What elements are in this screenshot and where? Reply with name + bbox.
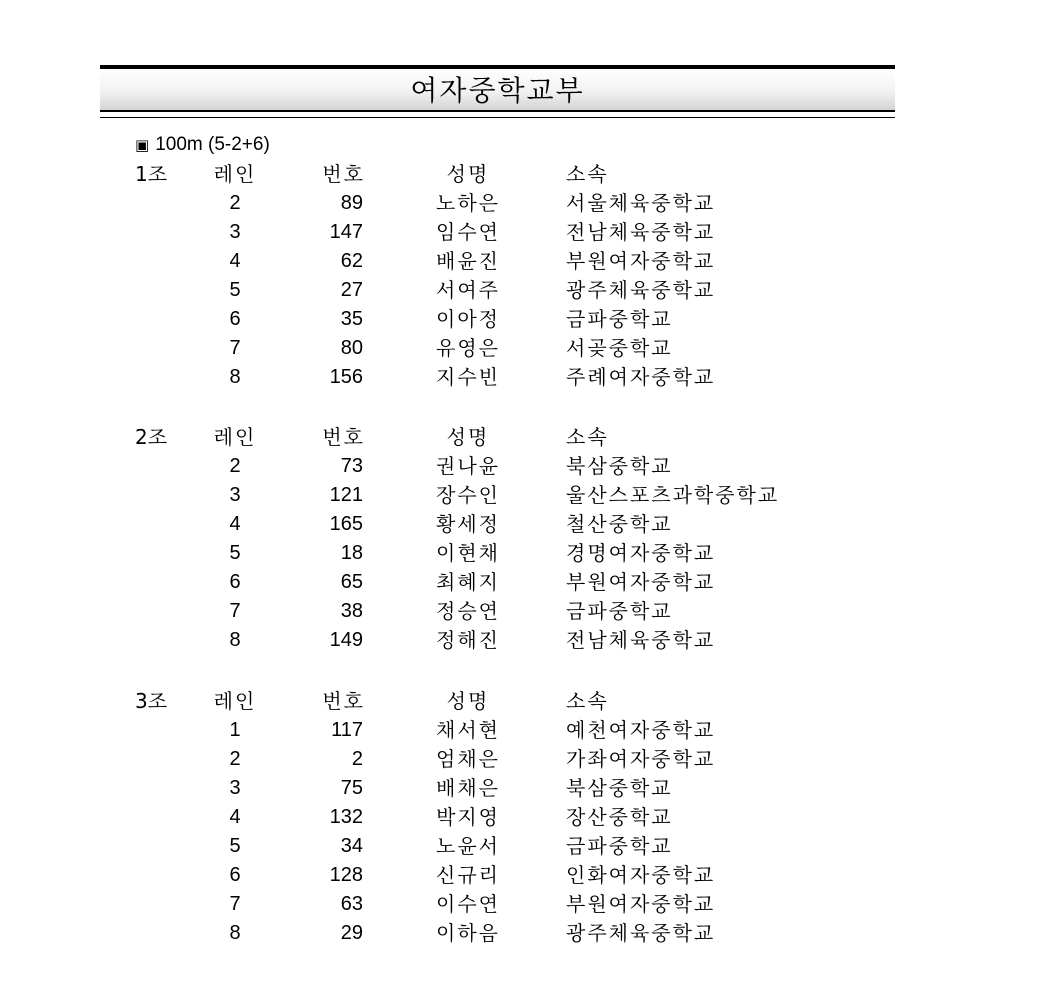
lane-cell: 4 — [229, 513, 241, 535]
group-label: 3조 — [135, 689, 168, 713]
number-cell: 34 — [340, 835, 363, 857]
table-row — [0, 890, 1056, 919]
lane-cell: 4 — [229, 806, 241, 828]
lane-cell: 6 — [229, 308, 241, 330]
name-column-header: 성명 — [446, 162, 490, 186]
table-row — [0, 919, 1056, 948]
lane-cell: 8 — [229, 366, 241, 388]
name-cell: 신규리 — [436, 863, 500, 887]
number-cell: 65 — [340, 571, 363, 593]
number-cell: 156 — [329, 366, 363, 388]
name-cell: 정해진 — [436, 628, 500, 652]
header-divider — [100, 117, 895, 118]
number-column-header: 번호 — [322, 425, 365, 449]
lane-cell: 2 — [229, 748, 241, 770]
table-row — [0, 626, 1056, 655]
name-column-header: 성명 — [446, 689, 490, 713]
name-cell: 배윤진 — [436, 249, 500, 273]
team-cell: 북삼중학교 — [566, 454, 673, 478]
name-cell: 이하음 — [436, 921, 500, 945]
table-row — [0, 803, 1056, 832]
name-cell: 장수인 — [436, 483, 500, 507]
number-cell: 2 — [351, 748, 363, 770]
name-cell: 이수연 — [436, 892, 500, 916]
team-cell: 서울체육중학교 — [566, 191, 716, 215]
name-cell: 황세정 — [436, 512, 500, 536]
team-cell: 금파중학교 — [566, 307, 673, 331]
team-cell: 인화여자중학교 — [566, 863, 716, 887]
table-row — [0, 189, 1056, 218]
event-label: 100m (5-2+6) — [155, 134, 270, 155]
group-header-row — [0, 687, 1056, 716]
table-row — [0, 539, 1056, 568]
team-cell: 금파중학교 — [566, 599, 673, 623]
lane-cell: 3 — [229, 484, 241, 506]
team-column-header: 소속 — [566, 689, 609, 713]
lane-column-header: 레인 — [213, 425, 257, 449]
team-cell: 철산중학교 — [566, 512, 673, 536]
table-row — [0, 334, 1056, 363]
number-cell: 128 — [329, 864, 363, 886]
number-cell: 80 — [340, 337, 363, 359]
name-cell: 노윤서 — [436, 834, 500, 858]
table-row — [0, 774, 1056, 803]
lane-cell: 1 — [229, 719, 241, 741]
name-cell: 임수연 — [436, 220, 500, 244]
group-label: 1조 — [135, 162, 168, 186]
group-header-row — [0, 160, 1056, 189]
number-cell: 38 — [340, 600, 363, 622]
number-cell: 29 — [340, 922, 363, 944]
team-cell: 가좌여자중학교 — [566, 747, 716, 771]
table-row — [0, 452, 1056, 481]
lane-cell: 7 — [229, 600, 241, 622]
lane-cell: 2 — [229, 455, 241, 477]
team-cell: 금파중학교 — [566, 834, 673, 858]
table-row — [0, 305, 1056, 334]
team-column-header: 소속 — [566, 425, 609, 449]
table-row — [0, 861, 1056, 890]
number-cell: 165 — [329, 513, 363, 535]
table-row — [0, 832, 1056, 861]
number-column-header: 번호 — [322, 689, 365, 713]
team-cell: 광주체육중학교 — [566, 278, 716, 302]
page-title: 여자중학교부 — [410, 74, 585, 107]
table-row — [0, 363, 1056, 392]
lane-cell: 8 — [229, 629, 241, 651]
team-cell: 북삼중학교 — [566, 776, 673, 800]
name-cell: 이아정 — [436, 307, 500, 331]
name-cell: 배채은 — [436, 776, 500, 800]
team-cell: 장산중학교 — [566, 805, 673, 829]
name-cell: 유영은 — [436, 336, 500, 360]
number-cell: 35 — [340, 308, 363, 330]
lane-cell: 4 — [229, 250, 241, 272]
team-cell: 광주체육중학교 — [566, 921, 716, 945]
table-row — [0, 247, 1056, 276]
name-cell: 최혜지 — [436, 570, 500, 594]
lane-cell: 2 — [229, 192, 241, 214]
number-cell: 132 — [329, 806, 363, 828]
team-cell: 부원여자중학교 — [566, 892, 716, 916]
team-cell: 울산스포츠과학중학교 — [566, 483, 780, 507]
number-cell: 18 — [340, 542, 363, 564]
team-cell: 예천여자중학교 — [566, 718, 716, 742]
lane-cell: 7 — [229, 337, 241, 359]
number-cell: 62 — [340, 250, 363, 272]
group-label: 2조 — [135, 425, 168, 449]
name-cell: 엄채은 — [436, 747, 500, 771]
table-row — [0, 481, 1056, 510]
name-cell: 정승연 — [436, 599, 500, 623]
name-cell: 박지영 — [436, 805, 500, 829]
number-cell: 75 — [340, 777, 363, 799]
lane-cell: 3 — [229, 221, 241, 243]
table-row — [0, 597, 1056, 626]
name-cell: 지수빈 — [436, 365, 500, 389]
lane-cell: 5 — [229, 542, 241, 564]
number-cell: 63 — [340, 893, 363, 915]
team-cell: 부원여자중학교 — [566, 249, 716, 273]
number-cell: 121 — [329, 484, 363, 506]
name-column-header: 성명 — [446, 425, 490, 449]
lane-cell: 6 — [229, 864, 241, 886]
lane-cell: 5 — [229, 279, 241, 301]
name-cell: 서여주 — [436, 278, 500, 302]
name-cell: 채서현 — [436, 718, 500, 742]
number-cell: 73 — [340, 455, 363, 477]
table-row — [0, 218, 1056, 247]
team-cell: 전남체육중학교 — [566, 628, 716, 652]
team-cell: 전남체육중학교 — [566, 220, 716, 244]
table-row — [0, 745, 1056, 774]
table-row — [0, 510, 1056, 539]
square-marker-icon: ▣ — [135, 136, 150, 154]
group-header-row — [0, 423, 1056, 452]
number-cell: 149 — [329, 629, 363, 651]
page-header — [100, 65, 895, 112]
team-column-header: 소속 — [566, 162, 609, 186]
table-row — [0, 568, 1056, 597]
lane-column-header: 레인 — [213, 162, 257, 186]
number-column-header: 번호 — [322, 162, 365, 186]
event-heading — [135, 134, 270, 156]
number-cell: 147 — [329, 221, 363, 243]
table-row — [0, 276, 1056, 305]
team-cell: 서곶중학교 — [566, 336, 673, 360]
team-cell: 경명여자중학교 — [566, 541, 716, 565]
lane-column-header: 레인 — [213, 689, 257, 713]
number-cell: 117 — [331, 719, 363, 741]
team-cell: 부원여자중학교 — [566, 570, 716, 594]
lane-cell: 5 — [229, 835, 241, 857]
lane-cell: 8 — [229, 922, 241, 944]
lane-cell: 3 — [229, 777, 241, 799]
lane-cell: 6 — [229, 571, 241, 593]
table-row — [0, 716, 1056, 745]
number-cell: 89 — [340, 192, 363, 214]
number-cell: 27 — [340, 279, 363, 301]
name-cell: 노하은 — [436, 191, 500, 215]
name-cell: 권나윤 — [436, 454, 500, 478]
team-cell: 주례여자중학교 — [566, 365, 716, 389]
lane-cell: 7 — [229, 893, 241, 915]
name-cell: 이현채 — [436, 541, 500, 565]
